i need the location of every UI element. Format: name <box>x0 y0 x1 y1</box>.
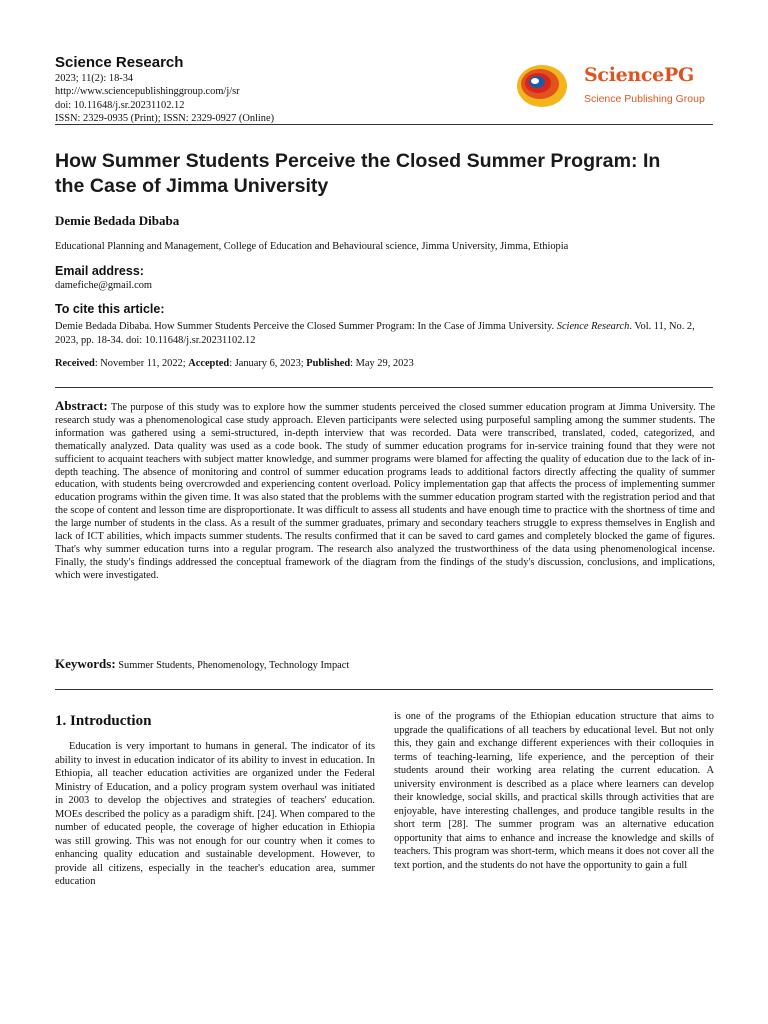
sciencepg-logo <box>514 60 714 112</box>
keywords-text: Summer Students, Phenomenology, Technology Impact <box>118 660 350 671</box>
journal-url[interactable]: http://www.sciencepublishinggroup.com/j/sr <box>55 86 240 98</box>
cite-label: To cite this article: <box>55 302 165 316</box>
article-title: How Summer Students Perceive the Closed Summer Program: In the Case of Jimma University <box>55 150 661 197</box>
logo-brand: SciencePG <box>584 64 694 86</box>
body-left-column: Education is very important to humans in general. The indicator of its ability to invest in education indicator of its ability to invest in education. In Ethiopia, all teacher education activities are organized under the Federal Ministry of Education, and a policy program system overhaul was initiated in 2003 to develop the objectives and strategies of teachers' education. MOEs described the policy as a paradigm shift. [24]. When compared to the number of educated people, the coverage of higher education in Ethiopia was still growing. This was not enough for our country when it comes to enhancing quality education and sustainable development. However, to provide all citizens, especially in the teacher's education area, summer education <box>55 741 375 888</box>
issue-line: 2023; 11(2): 18-34 <box>55 73 134 84</box>
doi-line: doi: 10.11648/j.sr.20231102.12 <box>55 99 185 111</box>
issn-line: ISSN: 2329-0935 (Print); ISSN: 2329-0927 (Online) <box>55 112 275 124</box>
logo-subtitle: Science Publishing Group <box>584 93 705 105</box>
journal-name: Science Research <box>55 54 184 71</box>
author-email[interactable]: damefiche@gmail.com <box>55 280 152 291</box>
article-dates <box>55 358 414 369</box>
abstract <box>55 400 715 583</box>
citation-text: Demie Bedada Dibaba. How Summer Students Perceive the Closed Summer Program: In the Case of Jimma University. <box>55 321 555 332</box>
citation-journal: Science Research <box>556 321 630 332</box>
keywords-label: Keywords: <box>55 656 116 671</box>
received-date: : November 11, 2022; <box>94 358 189 369</box>
author-name: Demie Bedada Dibaba <box>55 213 180 228</box>
citation <box>55 320 715 347</box>
email-label: Email address: <box>55 264 144 278</box>
abstract-label: Abstract: <box>55 398 108 413</box>
journal-meta <box>55 72 274 125</box>
logo-swirl-icon <box>514 60 580 112</box>
published-label: Published <box>306 358 351 369</box>
accepted-label: Accepted <box>188 358 230 369</box>
received-label: Received <box>55 358 95 369</box>
abstract-top-divider <box>55 387 713 388</box>
section-heading-introduction: 1. Introduction <box>55 713 152 729</box>
body-right-column: is one of the programs of the Ethiopian education structure that aims to upgrade the qualifications of all teachers by educational level. But not only this, they gain and exchange different experiences with their colloquies in terms of teaching-learning, life experience, and the perception of their students around their working area relating the current education. A university environment is described as a place where learners can develop their knowledge, social skills, and practical skills through activities that are enjoyable, have interesting challenges, and produce tangible results in the short term [28]. The summer program was an alternative education opportunity that aims to enhance and increase the knowledge and skills of teachers. This program was short-term, which means it does not cover all the text portion, and the students do not have the opportunity to gain a full <box>394 711 714 872</box>
keywords <box>55 656 349 672</box>
header-divider <box>55 124 713 125</box>
citation-details: . Vol. 11, No. 2, 2023, pp. 18-34. doi: 10.11648/j.sr.20231102.12 <box>55 321 695 346</box>
published-date: : May 29, 2023 <box>350 358 414 369</box>
abstract-text: The purpose of this study was to explore how the summer students perceived the closed summer education program at Jimma University. The research study was a phenomenological case study approach. Eleven participants were selected using purposeful sampling among the summer students. The information was gathered using a semi-structured, in-depth interview that was recorded. Data were transcribed, translated, coded, categorized, and thematically analyzed. Data quality was used as a code book. The study of summer education programs for in-service training found that they were not sufficient to acquaint teachers with subject matter knowledge, and summer programs were blamed for affecting the quality of education due to the lack of in-depth teaching. The absence of monitoring and control of summer education programs leads to additional factors directly affecting the quality of summer education, with students being overcrowded and experiencing content overload. Policy implementation gap that affects the process of implementing summer education programs within the given time. It was also stated that the problems with the summer education program started with the registration period and that the scope of content and lesson time are disproportionate. It was difficult to assess all students and have enough time to practice with the shortness of time and the large number of students in the class. As a result of the summer graduates, primary and secondary teachers struggle to express themselves in English and lack of ICT abilities, which impacts summer students. The results confirmed that it can be saved to card games and completely blocked the game of figures. That's why summer education turns into a regular program. The research also analyzed the trustworthiness of the data using phenomenological incense. Finally, the study's findings addressed the conceptual framework of the diagram from the findings of the study's discussion, conclusions, and implications, which were investigated. <box>55 402 715 581</box>
author-affiliation: Educational Planning and Management, College of Education and Behavioural science, Jimma University, Jimma, Ethiopia <box>55 241 569 252</box>
abstract-bottom-divider <box>55 689 713 690</box>
accepted-date: : January 6, 2023; <box>229 358 307 369</box>
